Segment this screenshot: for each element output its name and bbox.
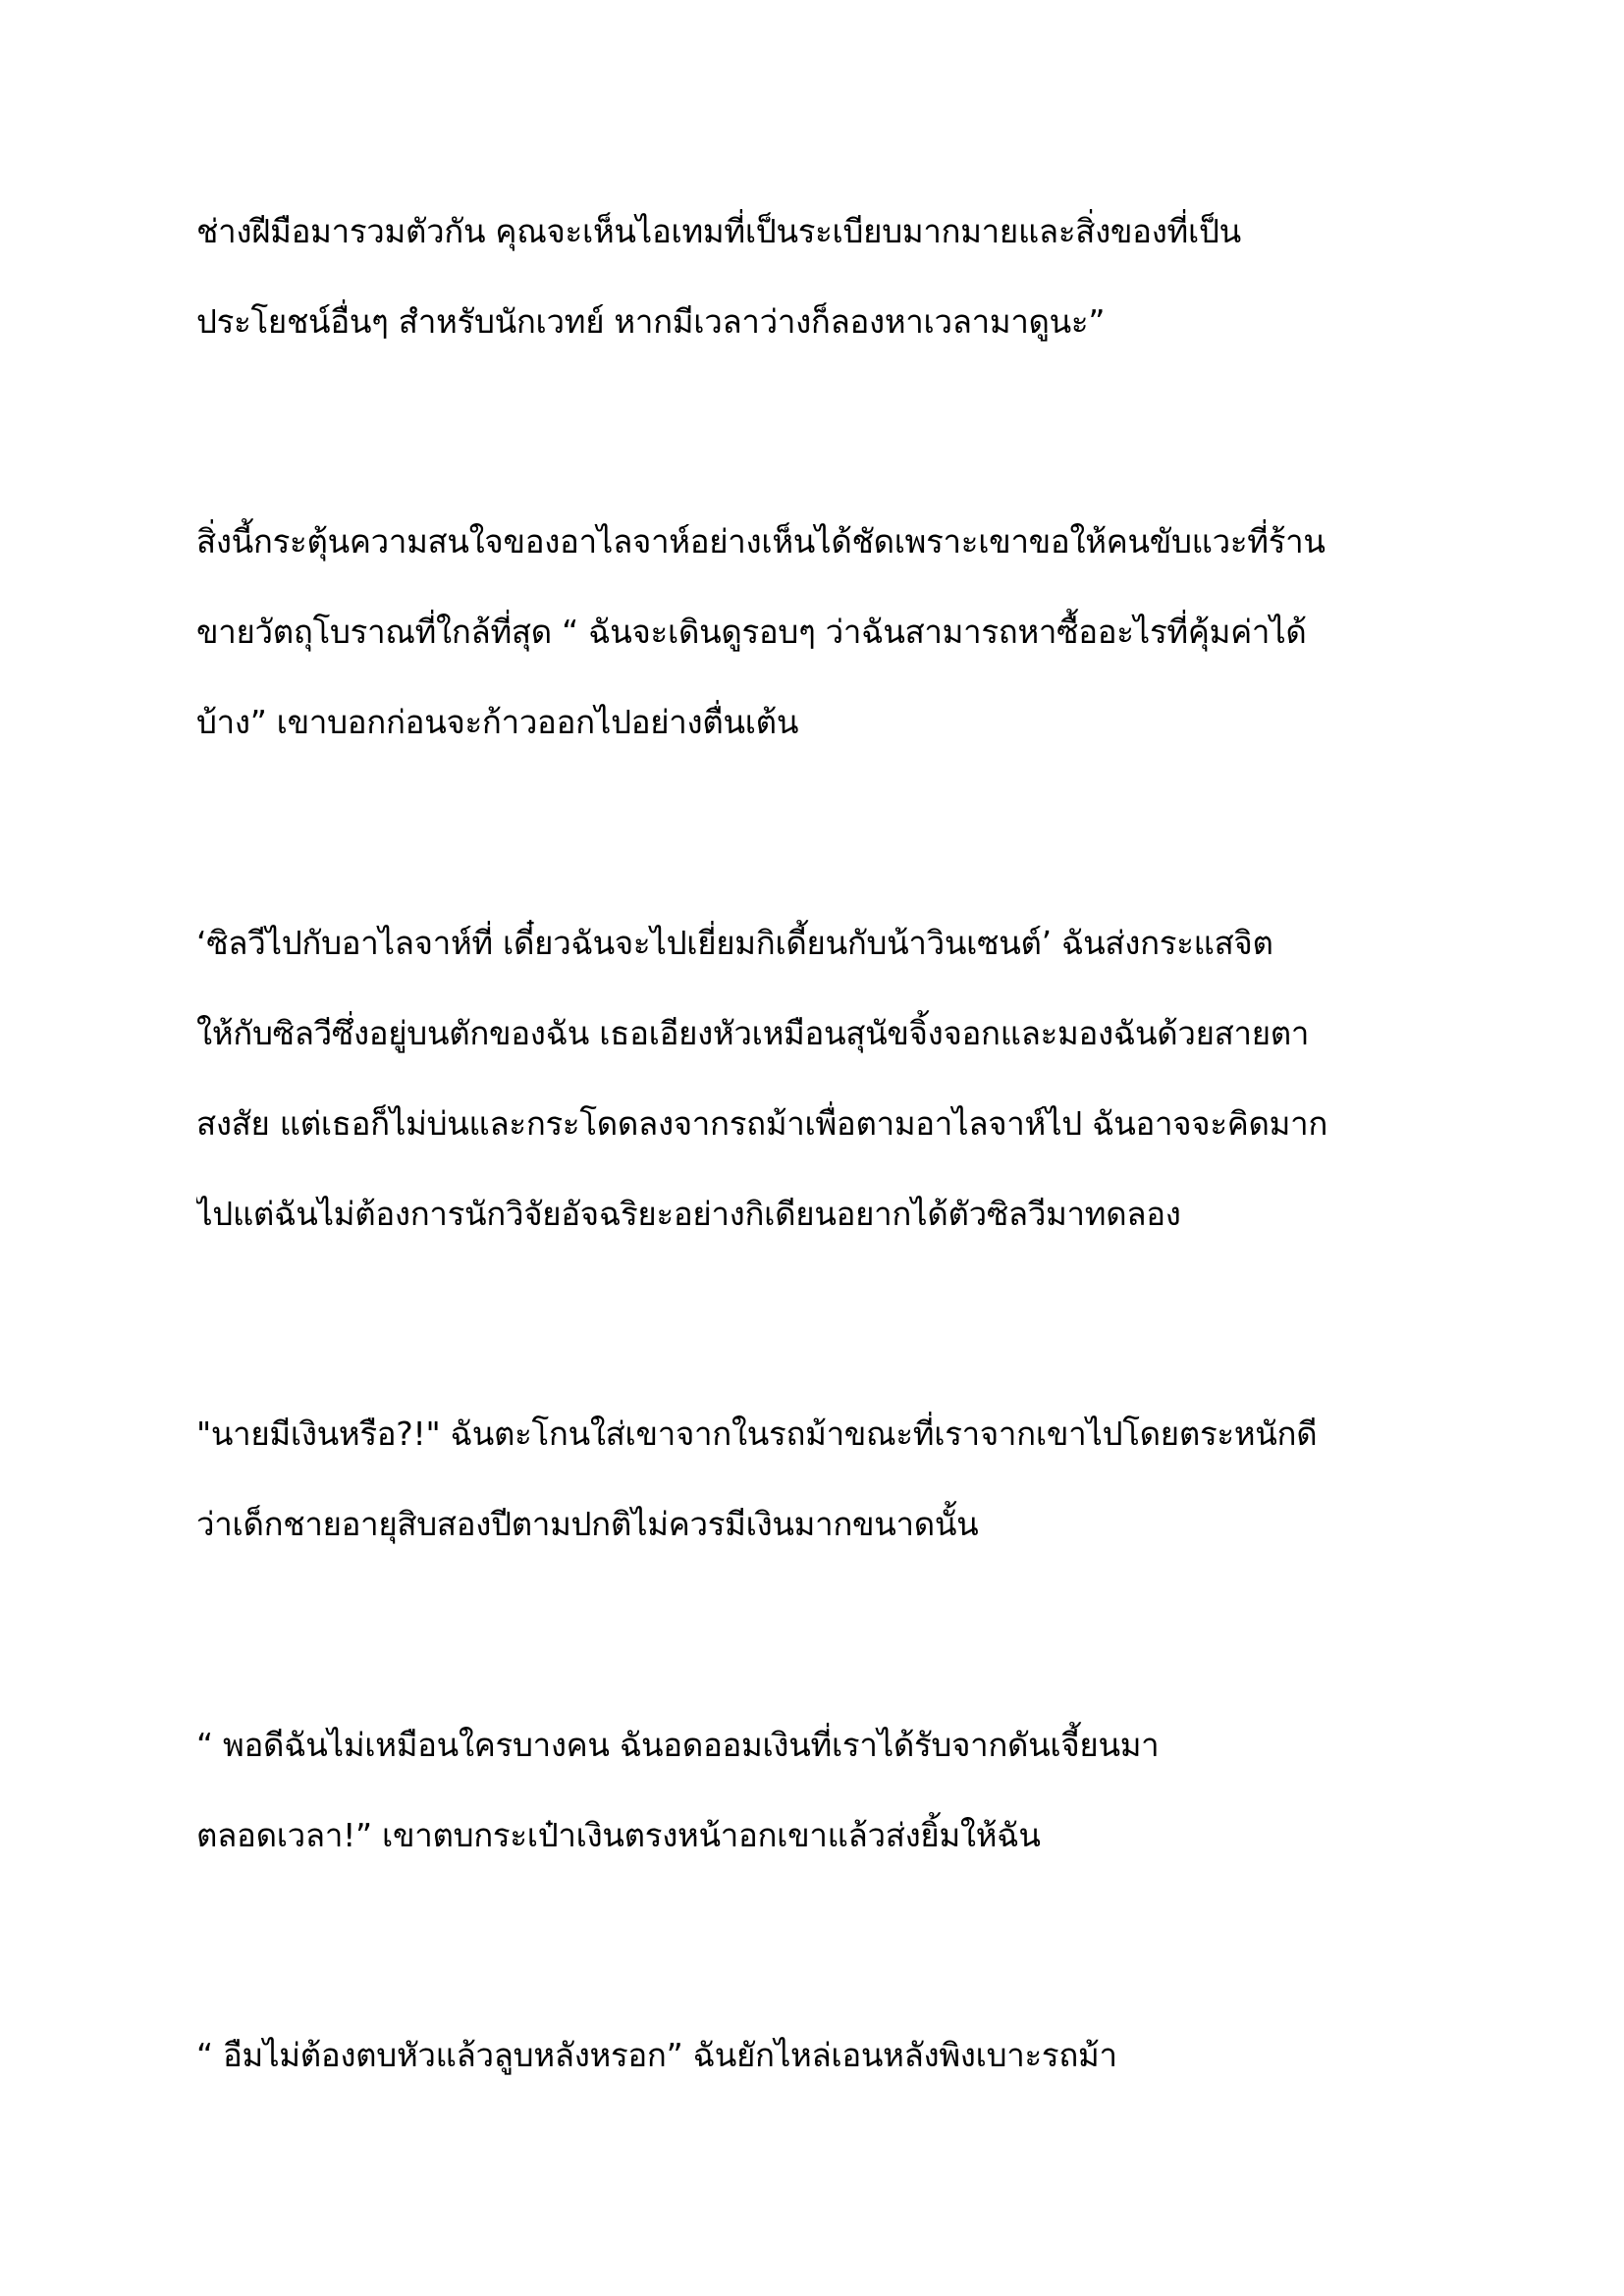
text-line: ขายวัตถุโบราณที่ใกล้ที่สุด “ ฉันจะเดินดูรอบๆ ว่าฉันสามารถหาซื้ออะไรที่คุ้มค่าได้	[196, 613, 1307, 651]
text-line: สิ่งนี้กระตุ้นความสนใจของอาไลจาห์อย่างเห็นได้ชัดเพราะเขาขอให้คนขับแวะที่ร้าน	[196, 522, 1326, 561]
text-line: ว่าเด็กชายอายุสิบสองปีตามปกติไม่ควรมีเงินมากขนาดนั้น	[196, 1505, 979, 1543]
text-line: ประโยชน์อื่นๆ สำหรับนักเวทย์ หากมีเวลาว่างก็ลองหาเวลามาดูนะ”	[196, 302, 1106, 341]
text-line: ไปแต่ฉันไม่ต้องการนักวิจัยอัจฉริยะอย่างกิเดียนอยากได้ตัวซิลวีมาทดลอง	[196, 1195, 1181, 1233]
text-line: ตลอดเวลา!” เขาตบกระเป๋าเงินตรงหน้าอกเขาแล้วส่งยิ้มให้ฉัน	[196, 1816, 1041, 1854]
text-line: “ พอดีฉันไม่เหมือนใครบางคน ฉันอดออมเงินที่เราได้รับจากดันเจี้ยนมา	[196, 1726, 1160, 1764]
text-line: สงสัย แต่เธอก็ไม่บ่นและกระโดดลงจากรถม้าเพื่อตามอาไลจาห์ไป ฉันอาจจะคิดมาก	[196, 1104, 1328, 1143]
text-line: "นายมีเงินหรือ?!" ฉันตะโกนใส่เขาจากในรถม้าขณะที่เราจากเขาไปโดยตระหนักดี	[196, 1415, 1318, 1453]
text-line: ‘ซิลวีไปกับอาไลจาห์ที่ เดี๋ยวฉันจะไปเยี่ยมกิเดี้ยนกับน้าวินเซนต์’ ฉันส่งกระแสจิต	[196, 924, 1273, 962]
text-line: “ อืมไม่ต้องตบหัวแล้วลูบหลังหรอก” ฉันยักไหล่เอนหลังพิงเบาะรถม้า	[196, 2036, 1117, 2074]
text-line: ช่างฝีมือมารวมตัวกัน คุณจะเห็นไอเทมที่เป็นระเบียบมากมายและสิ่งของที่เป็น	[196, 212, 1241, 250]
text-line: ให้กับซิลวีซึ่งอยู่บนตักของฉัน เธอเอียงหัวเหมือนสุนัขจิ้งจอกและมองฉันด้วยสายตา	[196, 1014, 1310, 1052]
text-line: บ้าง” เขาบอกก่อนจะก้าวออกไปอย่างตื่นเต้น	[196, 703, 799, 741]
